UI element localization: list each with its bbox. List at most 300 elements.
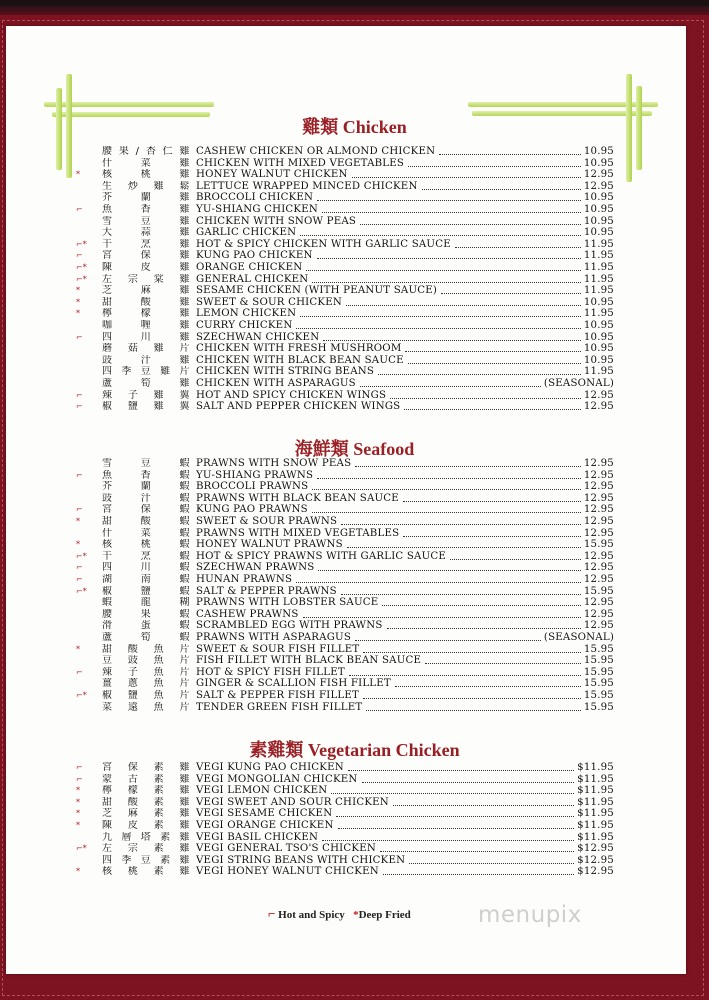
leader-dots — [408, 158, 581, 167]
chili-icon: ⌐ — [268, 906, 276, 921]
dish-price: 10.95 — [583, 215, 614, 227]
dish-price: 12.95 — [583, 550, 614, 562]
leader-dots — [366, 702, 580, 711]
hot-spicy-label: Hot and Spicy — [278, 909, 345, 921]
dish-line — [196, 562, 614, 574]
dish-line — [196, 378, 614, 390]
dish-price: 12.95 — [583, 169, 614, 181]
dish-english-name: SZECHWAN CHICKEN — [196, 331, 320, 343]
dish-english-name: HOT & SPICY PRAWNS WITH GARLIC SAUCE — [196, 550, 447, 562]
dish-line — [196, 516, 614, 528]
leader-dots — [360, 216, 581, 225]
leader-dots — [306, 262, 580, 271]
dish-line — [196, 528, 614, 540]
dish-chinese-name: 滑 蛋 蝦 — [102, 620, 190, 632]
menu-item — [0, 762, 709, 774]
dish-line — [196, 458, 614, 470]
dish-chinese-name: 陳 皮 雞 — [102, 262, 190, 273]
dish-marker-icon: ⌐ — [76, 763, 83, 772]
dish-marker-icon: * — [76, 309, 80, 319]
dish-chinese-name: 檸 檬 素 雞 — [102, 785, 190, 797]
dish-english-name: LETTUCE WRAPPED MINCED CHICKEN — [196, 180, 418, 192]
dish-chinese-name: 魚 香 蝦 — [102, 469, 190, 481]
dish-english-name: PRAWNS WITH ASPARAGUS — [196, 632, 352, 643]
dish-marker-icon: ⌐* — [76, 274, 87, 284]
dish-english-name: CASHEW CHICKEN OR ALMOND CHICKEN — [196, 146, 436, 157]
dish-line — [196, 832, 614, 844]
dish-english-name: HUNAN PRAWNS — [196, 574, 293, 585]
dish-price: 10.95 — [583, 204, 614, 215]
dish-line — [196, 181, 614, 193]
leader-dots — [341, 516, 581, 525]
dish-english-name: CHICKEN WITH BLACK BEAN SAUCE — [196, 354, 404, 366]
leader-dots — [341, 586, 581, 595]
menu-item — [0, 702, 709, 714]
leader-dots — [363, 644, 580, 653]
dish-english-name: SALT AND PEPPER CHICKEN WINGS — [196, 401, 401, 413]
dish-line — [196, 539, 614, 551]
leader-dots — [362, 774, 575, 783]
dish-chinese-name: 檸 檬 雞 — [102, 308, 190, 320]
dish-english-name: HOT AND SPICY CHICKEN WINGS — [196, 389, 387, 401]
menu-item — [0, 297, 709, 309]
leader-dots — [317, 192, 581, 201]
leader-dots — [331, 785, 574, 794]
dish-english-name: HOT & SPICY CHICKEN WITH GARLIC SAUCE — [196, 238, 451, 250]
dish-line — [196, 655, 614, 667]
dish-chinese-name: 宮 保 素 雞 — [102, 762, 190, 773]
leader-dots — [439, 146, 581, 155]
dish-price: $11.95 — [577, 796, 614, 808]
menu-item — [0, 667, 709, 679]
leader-dots — [338, 820, 575, 829]
leader-dots — [296, 574, 581, 583]
dish-marker-icon: ⌐ — [76, 470, 83, 480]
dish-marker-icon: ⌐ — [76, 402, 83, 412]
leader-dots — [363, 690, 581, 699]
menu-item — [0, 355, 709, 367]
leader-dots — [425, 655, 581, 664]
dish-english-name: TENDER GREEN FISH FILLET — [196, 701, 363, 713]
dish-english-name: FISH FILLET WITH BLACK BEAN SAUCE — [196, 655, 422, 667]
dish-line — [196, 146, 614, 158]
dish-chinese-name: 薑 蔥 魚 片 — [102, 678, 190, 690]
watermark: menupix — [478, 902, 582, 928]
dish-price: 10.95 — [583, 320, 614, 331]
menu-item — [0, 169, 709, 181]
dish-line — [196, 481, 614, 493]
leader-dots — [349, 667, 581, 676]
dish-price: 10.95 — [583, 157, 614, 169]
menu-item — [0, 158, 709, 170]
dish-english-name: SCRAMBLED EGG WITH PRAWNS — [196, 620, 383, 632]
dish-price: $11.95 — [577, 808, 614, 820]
menu-item — [0, 458, 709, 470]
menu-item — [0, 678, 709, 690]
dish-price: 12.95 — [583, 597, 614, 609]
menu-item — [0, 470, 709, 482]
dish-price: 12.95 — [583, 562, 614, 574]
dish-line — [196, 158, 614, 170]
dish-chinese-name: 什 菜 蝦 — [102, 527, 190, 539]
dish-chinese-name: 核 桃 蝦 — [102, 539, 190, 551]
dish-english-name: CHICKEN WITH MIXED VEGETABLES — [196, 157, 405, 169]
dish-marker-icon: ⌐ — [76, 563, 83, 573]
dish-english-name: YU-SHIANG PRAWNS — [196, 469, 314, 481]
dish-price: 15.95 — [583, 539, 614, 551]
dish-line — [196, 551, 614, 563]
dish-line — [196, 808, 614, 820]
dish-chinese-name: 咖 喱 雞 — [102, 320, 190, 331]
dish-marker-icon: ⌐ — [76, 390, 83, 400]
dish-english-name: VEGI SESAME CHICKEN — [196, 808, 333, 820]
dish-english-name: VEGI SWEET AND SOUR CHICKEN — [196, 796, 389, 808]
dish-english-name: LEMON CHICKEN — [196, 308, 297, 320]
dish-marker-icon: * — [76, 286, 80, 296]
dish-chinese-name: 芝 麻 素 雞 — [102, 808, 190, 820]
dish-line — [196, 690, 614, 702]
dish-line — [196, 774, 614, 786]
dish-price: 15.95 — [583, 585, 614, 597]
dish-chinese-name: 雪 豆 雞 — [102, 215, 190, 227]
leader-dots — [312, 274, 580, 283]
leader-dots — [441, 285, 581, 294]
dish-marker-icon: * — [76, 867, 80, 877]
leader-dots — [322, 204, 581, 213]
dish-chinese-name: 四季豆雞片 — [102, 366, 190, 378]
menu-item — [0, 785, 709, 797]
dish-line — [196, 797, 614, 809]
dish-chinese-name: 豉 汁 蝦 — [102, 492, 190, 504]
menu-item — [0, 239, 709, 251]
dish-marker-icon: * — [76, 297, 80, 307]
dish-price: 12.95 — [583, 401, 614, 413]
dish-price: 15.95 — [583, 655, 614, 667]
dish-line — [196, 297, 614, 309]
dish-marker-icon: ⌐ — [76, 251, 83, 261]
dish-english-name: BROCCOLI PRAWNS — [196, 481, 309, 493]
dish-price: 15.95 — [583, 690, 614, 701]
menu-item — [0, 262, 709, 274]
dish-line — [196, 866, 614, 878]
leader-dots — [336, 808, 574, 817]
dish-line — [196, 169, 614, 181]
dish-price: 10.95 — [583, 296, 614, 308]
dish-marker-icon: ⌐ — [76, 332, 83, 342]
dish-marker-icon: ⌐* — [76, 551, 87, 561]
dish-english-name: VEGI BASIL CHICKEN — [196, 831, 319, 843]
dish-line — [196, 843, 614, 855]
menu-item — [0, 808, 709, 820]
menu-item — [0, 597, 709, 609]
dish-chinese-name: 椒 鹽 雞 翼 — [102, 401, 190, 413]
dish-price: 11.95 — [583, 262, 614, 273]
menu-item — [0, 609, 709, 621]
dish-marker-icon: ⌐* — [76, 239, 87, 249]
dish-price: (SEASONAL) — [543, 632, 614, 643]
dish-marker-icon: ⌐* — [76, 844, 87, 854]
menu-item — [0, 528, 709, 540]
dish-chinese-name: 左 宗 棠 雞 — [102, 273, 190, 285]
leader-dots — [348, 762, 574, 771]
menu-item — [0, 620, 709, 632]
leader-dots — [355, 632, 541, 641]
leader-dots — [323, 332, 581, 341]
dish-english-name: HONEY WALNUT CHICKEN — [196, 169, 348, 181]
dish-chinese-name: 蘆 筍 蝦 — [102, 632, 190, 643]
menu-item — [0, 655, 709, 667]
dish-chinese-name: 菜 遠 魚 片 — [102, 701, 190, 713]
dish-english-name: VEGI HONEY WALNUT CHICKEN — [196, 866, 379, 878]
menu-item — [0, 204, 709, 216]
dish-marker-icon: * — [76, 786, 80, 796]
dish-price: $11.95 — [577, 820, 614, 831]
dish-chinese-name: 核 桃 素 雞 — [102, 866, 190, 878]
dish-chinese-name: 腰果/杏仁雞 — [102, 146, 190, 157]
menu-item — [0, 586, 709, 598]
menu-item — [0, 843, 709, 855]
dish-line — [196, 597, 614, 609]
leader-dots — [378, 366, 581, 375]
menu-item — [0, 250, 709, 262]
dish-english-name: CASHEW PRAWNS — [196, 608, 299, 620]
dish-english-name: BROCCOLI CHICKEN — [196, 192, 314, 204]
leader-dots — [312, 481, 581, 490]
dish-marker-icon: ⌐* — [76, 263, 87, 272]
dish-english-name: PRAWNS WITH BLACK BEAN SAUCE — [196, 492, 399, 504]
dish-english-name: VEGI LEMON CHICKEN — [196, 785, 328, 797]
dish-price: $12.95 — [577, 854, 614, 866]
leader-dots — [395, 678, 581, 687]
dish-line — [196, 332, 614, 344]
dish-price: 12.95 — [583, 458, 614, 469]
dish-english-name: SZECHWAN PRAWNS — [196, 562, 315, 574]
dish-english-name: PRAWNS WITH MIXED VEGETABLES — [196, 527, 400, 539]
leader-dots — [303, 609, 581, 618]
dish-price: $11.95 — [577, 762, 614, 773]
dish-marker-icon: ⌐* — [76, 691, 87, 700]
menu-item — [0, 832, 709, 844]
dish-line — [196, 192, 614, 204]
leader-dots — [318, 562, 580, 571]
menu-item — [0, 504, 709, 516]
menu-item — [0, 343, 709, 355]
leader-dots — [403, 528, 581, 537]
dish-chinese-name: 腰 果 蝦 — [102, 608, 190, 620]
menu-item — [0, 308, 709, 320]
dish-line — [196, 366, 614, 378]
dish-price: 12.95 — [583, 574, 614, 585]
dish-line — [196, 320, 614, 332]
dish-marker-icon: ⌐ — [76, 667, 83, 677]
cover-top-edge — [0, 6, 709, 15]
dish-price: $11.95 — [577, 773, 614, 785]
menu-item — [0, 562, 709, 574]
leader-dots — [382, 597, 580, 606]
dish-price: 11.95 — [583, 238, 614, 250]
leader-dots — [404, 401, 580, 410]
dish-line — [196, 785, 614, 797]
dish-line — [196, 609, 614, 621]
dish-english-name: SWEET & SOUR FISH FILLET — [196, 643, 360, 655]
dish-chinese-name: 辣 子 雞 翼 — [102, 389, 190, 401]
dish-english-name: CHICKEN WITH STRING BEANS — [196, 366, 375, 378]
dish-chinese-name: 蘆 筍 雞 — [102, 378, 190, 389]
dish-line — [196, 390, 614, 402]
dish-marker-icon: * — [76, 517, 80, 526]
dish-price: 15.95 — [583, 666, 614, 678]
dish-chinese-name: 四季豆素雞 — [102, 854, 190, 866]
dish-chinese-name: 蝦 龍 糊 — [102, 597, 190, 609]
dish-price: 15.95 — [583, 678, 614, 690]
dish-marker-icon: * — [76, 644, 80, 654]
menu-item — [0, 690, 709, 702]
dish-chinese-name: 左 宗 素 雞 — [102, 843, 190, 855]
dish-price: 11.95 — [583, 366, 614, 378]
dish-english-name: CHICKEN WITH SNOW PEAS — [196, 215, 357, 227]
dish-line — [196, 493, 614, 505]
leader-dots — [360, 378, 541, 387]
section-title: 素雞類 Vegetarian Chicken — [249, 740, 460, 760]
dish-english-name: HONEY WALNUT PRAWNS — [196, 539, 343, 551]
dish-english-name: SALT & PEPPER FISH FILLET — [196, 690, 360, 701]
dish-english-name: ORANGE CHICKEN — [196, 262, 303, 273]
dish-price: 12.95 — [583, 180, 614, 192]
dish-price: 12.95 — [583, 620, 614, 632]
dish-line — [196, 574, 614, 586]
dish-price: 11.95 — [583, 308, 614, 320]
menu-item — [0, 366, 709, 378]
dish-chinese-name: 蒙 古 素 雞 — [102, 773, 190, 785]
section-title: 海鮮類 Seafood — [294, 439, 415, 459]
section-title: 雞類 Chicken — [302, 117, 407, 137]
dish-line — [196, 702, 614, 714]
dish-line — [196, 285, 614, 297]
dish-price: 10.95 — [583, 192, 614, 204]
dish-chinese-name: 芝 麻 雞 — [102, 285, 190, 297]
dish-line — [196, 678, 614, 690]
dish-line — [196, 401, 614, 413]
menu-item — [0, 332, 709, 344]
menu-item — [0, 774, 709, 786]
dish-line — [196, 227, 614, 239]
dish-chinese-name: 椒 鹽 魚 片 — [102, 690, 190, 701]
dish-chinese-name: 芥 蘭 蝦 — [102, 481, 190, 493]
dish-line — [196, 762, 614, 774]
leader-dots — [355, 458, 581, 467]
dish-chinese-name: 宮 保 蝦 — [102, 504, 190, 516]
dish-chinese-name: 雪 豆 蝦 — [102, 458, 190, 469]
dish-line — [196, 204, 614, 216]
menu-item — [0, 644, 709, 656]
dish-price: 10.95 — [583, 227, 614, 239]
dish-price: 10.95 — [583, 331, 614, 343]
dish-english-name: KUNG PAO CHICKEN — [196, 250, 313, 262]
dish-chinese-name: 核 桃 雞 — [102, 169, 190, 181]
dish-english-name: GARLIC CHICKEN — [196, 227, 297, 239]
dish-price: 12.95 — [583, 527, 614, 539]
dish-english-name: SWEET & SOUR PRAWNS — [196, 516, 338, 527]
dish-chinese-name: 湖 南 蝦 — [102, 574, 190, 585]
dish-line — [196, 667, 614, 679]
leader-dots — [300, 227, 581, 236]
dish-english-name: CURRY CHICKEN — [196, 320, 293, 331]
menu-item — [0, 632, 709, 644]
dish-marker-icon: ⌐ — [76, 774, 83, 784]
dish-marker-icon: ⌐* — [76, 586, 87, 596]
dish-line — [196, 343, 614, 355]
dish-line — [196, 262, 614, 274]
dish-marker-icon: ⌐ — [76, 205, 83, 214]
menu-item — [0, 146, 709, 158]
menu-item — [0, 516, 709, 528]
leader-dots — [408, 355, 581, 364]
dish-chinese-name: 甜 酸 蝦 — [102, 516, 190, 527]
dish-price: 15.95 — [583, 643, 614, 655]
leader-dots — [390, 390, 581, 399]
dish-chinese-name: 芥 蘭 雞 — [102, 192, 190, 204]
dish-english-name: VEGI GENERAL TSO'S CHICKEN — [196, 843, 376, 855]
menu-item — [0, 855, 709, 867]
leader-dots — [455, 239, 581, 248]
dish-line — [196, 355, 614, 367]
dish-chinese-name: 干 烹 雞 — [102, 238, 190, 250]
dish-price: 11.95 — [583, 250, 614, 262]
dish-chinese-name: 蘑 菇 雞 片 — [102, 343, 190, 355]
dish-english-name: SESAME CHICKEN (WITH PEANUT SAUCE) — [196, 285, 438, 297]
dish-english-name: VEGI STRING BEANS WITH CHICKEN — [196, 854, 406, 866]
dish-english-name: VEGI ORANGE CHICKEN — [196, 820, 334, 831]
dish-english-name: CHICKEN WITH FRESH MUSHROOM — [196, 343, 402, 355]
legend — [268, 906, 411, 922]
dish-price: 11.95 — [583, 285, 614, 297]
dish-chinese-name: 宮 保 雞 — [102, 250, 190, 262]
menu-item — [0, 181, 709, 193]
dish-price: $11.95 — [577, 785, 614, 797]
dish-chinese-name: 陳 皮 素 雞 — [102, 820, 190, 831]
dish-chinese-name: 九層塔素雞 — [102, 831, 190, 843]
dish-price: 15.95 — [583, 701, 614, 713]
dish-chinese-name: 椒 鹽 蝦 — [102, 585, 190, 597]
menu-item — [0, 274, 709, 286]
dish-chinese-name: 豉 汁 雞 — [102, 354, 190, 366]
dish-marker-icon: * — [76, 170, 80, 180]
dish-chinese-name: 甜 酸 素 雞 — [102, 796, 190, 808]
dish-english-name: GENERAL CHICKEN — [196, 273, 309, 285]
menu-item — [0, 551, 709, 563]
dish-price: 10.95 — [583, 343, 614, 355]
dish-english-name: KUNG PAO PRAWNS — [196, 504, 308, 516]
dish-english-name: SALT & PEPPER PRAWNS — [196, 585, 337, 597]
dish-english-name: YU-SHIANG CHICKEN — [196, 204, 318, 215]
leader-dots — [346, 297, 581, 306]
dish-chinese-name: 什 菜 雞 — [102, 157, 190, 169]
dish-line — [196, 274, 614, 286]
leader-dots — [383, 866, 574, 875]
dish-price: 12.95 — [583, 608, 614, 620]
leader-dots — [405, 343, 580, 352]
dish-english-name: HOT & SPICY FISH FILLET — [196, 666, 345, 678]
dish-line — [196, 586, 614, 598]
menu-item — [0, 539, 709, 551]
menu-item — [0, 493, 709, 505]
dish-chinese-name: 辣 子 魚 片 — [102, 666, 190, 678]
dish-marker-icon: * — [76, 797, 80, 807]
dish-price: 12.95 — [583, 481, 614, 493]
dish-price: 12.95 — [583, 516, 614, 527]
dish-line — [196, 504, 614, 516]
dish-line — [196, 308, 614, 320]
